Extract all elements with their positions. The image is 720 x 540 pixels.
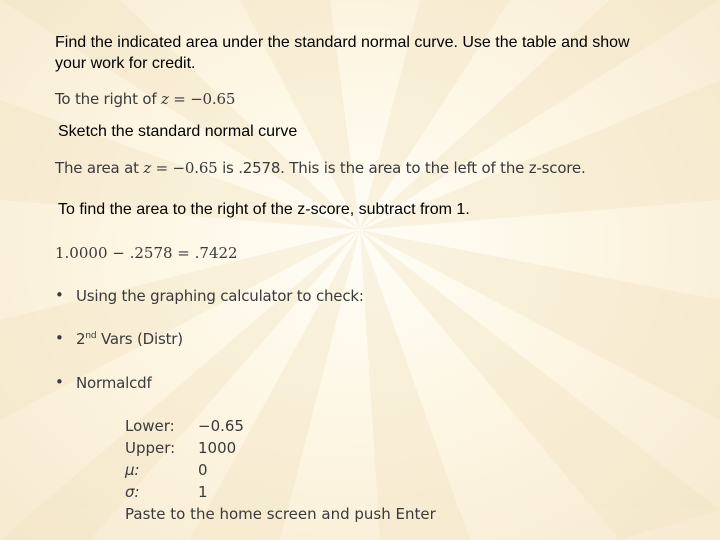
subtraction-equation: 1.0000 − .2578 = .7422 [55,244,238,262]
bullet-marker: • [55,373,64,391]
bullet-calculator-check: Using the graphing calculator to check: [76,287,364,305]
bullet-marker: • [55,329,64,347]
intro-text: Find the indicated area under the standard normal curve. Use the table and show your work for credit. [55,34,630,72]
area-expression: = −0.65 [151,159,218,177]
sketch-instruction: Sketch the standard normal curve [58,123,298,140]
calc-upper-value: 1000 [198,439,237,457]
bullet-vars-distr: 2nd Vars (Distr) [76,330,183,348]
area-suffix: is .2578. This is the area to the left of the z-score. [217,159,586,177]
calc-mu-value: 0 [198,461,208,479]
area-statement [55,159,586,177]
subtract-instruction: To find the area to the right of the z-score, subtract from 1. [58,201,470,218]
bullet-marker: • [55,286,64,304]
calc-lower-value: −0.65 [198,417,244,435]
calc-mu-label: μ: [125,461,140,479]
area-prefix: The area at [55,159,144,177]
calc-sigma-value: 1 [198,483,208,501]
problem-prefix: To the right of [55,90,161,108]
calc-upper-label: Upper: [125,439,176,457]
calc-final-instruction: Paste to the home screen and push Enter [125,505,436,523]
problem-expression: = −0.65 [168,90,236,108]
area-variable: z [143,159,152,177]
calc-lower-label: Lower: [125,417,175,435]
calc-sigma-label: σ: [125,483,140,501]
bullet-normalcdf: Normalcdf [76,374,152,392]
problem-statement [55,90,235,108]
problem-variable: z [160,90,169,108]
